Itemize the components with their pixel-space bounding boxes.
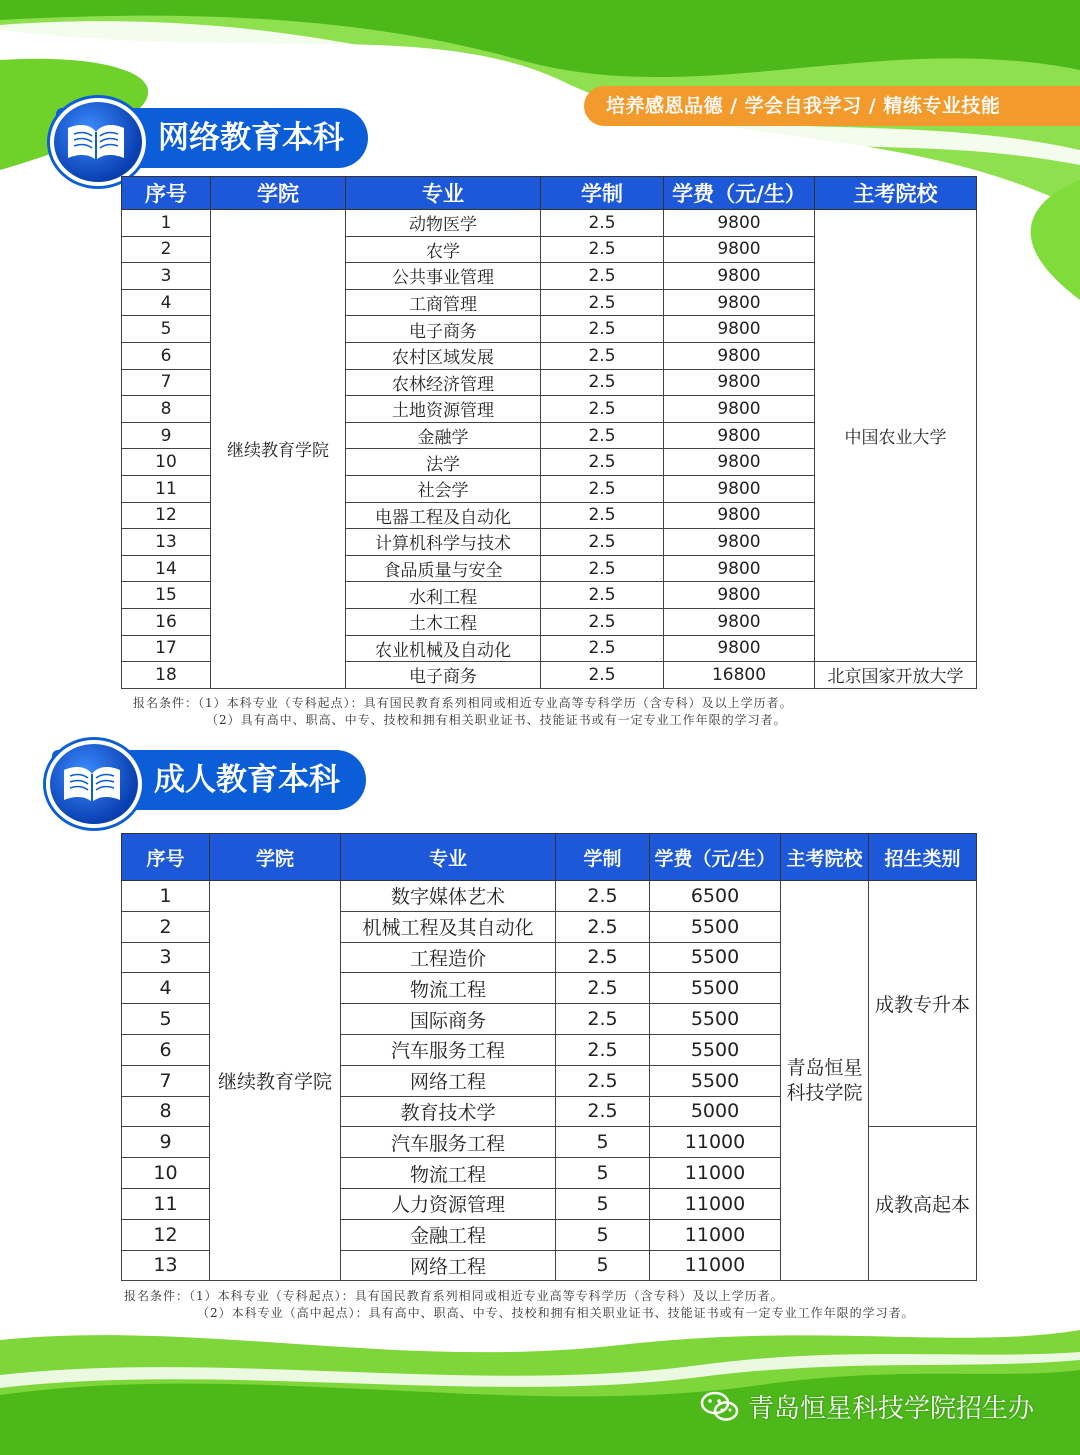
table-row	[122, 881, 977, 912]
header-school: 主考院校	[815, 177, 977, 210]
cell-years: 2.5	[541, 475, 664, 502]
cell-fee: 9800	[664, 396, 815, 423]
header-years: 学制	[541, 177, 664, 210]
cell-major: 汽车服务工程	[341, 1127, 556, 1158]
cell-major: 国际商务	[341, 1004, 556, 1035]
cell-major: 电子商务	[346, 662, 541, 689]
cell-no: 9	[122, 1127, 210, 1158]
cell-fee: 11000	[650, 1250, 781, 1281]
note-line: （2）本科专业（高中起点）：具有高中、职高、中专、技校和拥有相关职业证书、技能证书或有一定专业工作年限的学习者。	[197, 1306, 915, 1320]
cell-major: 电子商务	[346, 316, 541, 343]
cell-fee: 9800	[664, 555, 815, 582]
cell-fee: 9800	[664, 422, 815, 449]
cell-major: 食品质量与安全	[346, 555, 541, 582]
cell-category-upgrade: 成教专升本	[869, 881, 977, 1127]
adult-education-table	[121, 833, 977, 1281]
header-fee: 学费（元/生）	[650, 834, 781, 881]
cell-fee: 5500	[650, 1065, 781, 1096]
watermark-text: 青岛恒星科技学院招生办	[748, 1394, 1035, 1424]
note-line: 报名条件：（1）本科专业（专科起点）：具有国民教育系列相同或相近专业高等专科学历（含专科）及以上学历者。	[133, 696, 793, 710]
cell-no: 5	[122, 1004, 210, 1035]
cell-years: 2.5	[556, 942, 650, 973]
cell-no: 16	[122, 608, 211, 635]
slogan-bar: 培养感恩品德 / 学会自我学习 / 精练专业技能	[584, 86, 1080, 126]
cell-major: 计算机科学与技术	[346, 529, 541, 556]
header-school: 主考院校	[781, 834, 869, 881]
wechat-icon	[700, 1390, 740, 1424]
section-title-adult: 成人教育本科	[154, 762, 340, 798]
cell-years: 2.5	[541, 369, 664, 396]
online-education-table	[121, 176, 977, 689]
header-college: 学院	[211, 177, 346, 210]
cell-years: 2.5	[541, 342, 664, 369]
cell-no: 12	[122, 502, 211, 529]
cell-no: 4	[122, 289, 211, 316]
cell-years: 5	[556, 1127, 650, 1158]
header-major: 专业	[346, 177, 541, 210]
cell-no: 12	[122, 1219, 210, 1250]
cell-fee: 9800	[664, 582, 815, 609]
header-college: 学院	[210, 834, 341, 881]
header-no: 序号	[122, 177, 211, 210]
cell-no: 9	[122, 422, 211, 449]
cell-no: 10	[122, 1158, 210, 1189]
cell-years: 2.5	[541, 502, 664, 529]
open-book-icon	[46, 740, 142, 828]
cell-fee: 9800	[664, 263, 815, 290]
cell-major: 数字媒体艺术	[341, 881, 556, 912]
cell-major: 土木工程	[346, 608, 541, 635]
cell-no: 3	[122, 942, 210, 973]
cell-no: 13	[122, 1250, 210, 1281]
cell-years: 2.5	[556, 1034, 650, 1065]
cell-major: 公共事业管理	[346, 263, 541, 290]
header-major: 专业	[341, 834, 556, 881]
table-header-row	[122, 834, 977, 881]
cell-major: 汽车服务工程	[341, 1034, 556, 1065]
cell-no: 7	[122, 369, 211, 396]
cell-no: 15	[122, 582, 211, 609]
cell-major: 工商管理	[346, 289, 541, 316]
cell-fee: 9800	[664, 608, 815, 635]
section-banner-online	[56, 108, 368, 168]
cell-years: 2.5	[541, 263, 664, 290]
cell-no: 8	[122, 1096, 210, 1127]
table-header-row	[122, 177, 977, 210]
header-no: 序号	[122, 834, 210, 881]
cell-major: 社会学	[346, 475, 541, 502]
cell-years: 2.5	[541, 422, 664, 449]
cell-fee: 9800	[664, 316, 815, 343]
cell-years: 5	[556, 1219, 650, 1250]
header-category: 招生类别	[869, 834, 977, 881]
cell-major: 电器工程及自动化	[346, 502, 541, 529]
cell-major: 人力资源管理	[341, 1188, 556, 1219]
cell-no: 6	[122, 342, 211, 369]
cell-fee: 9800	[664, 529, 815, 556]
cell-major: 物流工程	[341, 1158, 556, 1189]
cell-major: 农学	[346, 236, 541, 263]
cell-college: 继续教育学院	[211, 210, 346, 689]
cell-major: 动物医学	[346, 210, 541, 237]
cell-years: 2.5	[541, 608, 664, 635]
cell-years: 2.5	[541, 529, 664, 556]
cell-major: 物流工程	[341, 973, 556, 1004]
cell-fee: 5500	[650, 942, 781, 973]
cell-fee: 16800	[664, 662, 815, 689]
cell-category-highschool: 成教高起本	[869, 1127, 977, 1281]
cell-years: 2.5	[556, 1096, 650, 1127]
cell-major: 法学	[346, 449, 541, 476]
cell-major: 金融工程	[341, 1219, 556, 1250]
cell-years: 2.5	[541, 316, 664, 343]
cell-fee: 9800	[664, 236, 815, 263]
cell-major: 金融学	[346, 422, 541, 449]
note-line: 报名条件：（1）本科专业（专科起点）：具有国民教育系列相同或相近专业高等专科学历（含专科）及以上学历者。	[124, 1289, 784, 1303]
cell-years: 2.5	[541, 396, 664, 423]
cell-no: 18	[122, 662, 211, 689]
cell-fee: 6500	[650, 881, 781, 912]
cell-no: 2	[122, 911, 210, 942]
cell-major: 网络工程	[341, 1250, 556, 1281]
cell-fee: 9800	[664, 635, 815, 662]
cell-no: 5	[122, 316, 211, 343]
cell-years: 2.5	[541, 236, 664, 263]
note-line: （2）具有高中、职高、中专、技校和拥有相关职业证书、技能证书或有一定专业工作年限的学习者。	[206, 713, 787, 727]
cell-years: 2.5	[556, 973, 650, 1004]
cell-years: 2.5	[541, 555, 664, 582]
cell-years: 2.5	[541, 635, 664, 662]
cell-fee: 5000	[650, 1096, 781, 1127]
cell-major: 农业机械及自动化	[346, 635, 541, 662]
header-years: 学制	[556, 834, 650, 881]
cell-college: 继续教育学院	[210, 881, 341, 1281]
cell-fee: 11000	[650, 1127, 781, 1158]
cell-fee: 11000	[650, 1158, 781, 1189]
cell-years: 5	[556, 1250, 650, 1281]
cell-major: 机械工程及其自动化	[341, 911, 556, 942]
cell-years: 2.5	[541, 449, 664, 476]
section-title-online: 网络教育本科	[158, 120, 344, 156]
cell-fee: 5500	[650, 1034, 781, 1065]
cell-years: 2.5	[556, 881, 650, 912]
cell-fee: 9800	[664, 210, 815, 237]
requirements-note-adult	[124, 1288, 915, 1322]
cell-fee: 11000	[650, 1188, 781, 1219]
wechat-watermark	[700, 1388, 1034, 1425]
cell-years: 2.5	[541, 210, 664, 237]
cell-fee: 11000	[650, 1219, 781, 1250]
cell-no: 1	[122, 210, 211, 237]
cell-no: 7	[122, 1065, 210, 1096]
cell-years: 2.5	[541, 662, 664, 689]
cell-fee: 9800	[664, 369, 815, 396]
cell-fee: 5500	[650, 911, 781, 942]
cell-no: 6	[122, 1034, 210, 1065]
cell-major: 教育技术学	[341, 1096, 556, 1127]
cell-no: 8	[122, 396, 211, 423]
cell-major: 网络工程	[341, 1065, 556, 1096]
requirements-note-online	[133, 695, 793, 729]
cell-fee: 9800	[664, 475, 815, 502]
cell-major: 农林经济管理	[346, 369, 541, 396]
cell-no: 2	[122, 236, 211, 263]
header-fee: 学费（元/生）	[664, 177, 815, 210]
cell-fee: 5500	[650, 973, 781, 1004]
cell-no: 4	[122, 973, 210, 1004]
section-banner-adult	[52, 750, 366, 810]
cell-years: 2.5	[556, 1004, 650, 1035]
open-book-icon	[50, 98, 146, 186]
cell-fee: 9800	[664, 449, 815, 476]
cell-no: 11	[122, 1188, 210, 1219]
cell-major: 土地资源管理	[346, 396, 541, 423]
cell-major: 水利工程	[346, 582, 541, 609]
table-row	[122, 210, 977, 237]
cell-no: 13	[122, 529, 211, 556]
cell-no: 11	[122, 475, 211, 502]
cell-no: 10	[122, 449, 211, 476]
cell-years: 5	[556, 1188, 650, 1219]
cell-fee: 9800	[664, 342, 815, 369]
cell-years: 5	[556, 1158, 650, 1189]
cell-fee: 9800	[664, 289, 815, 316]
cell-no: 14	[122, 555, 211, 582]
cell-fee: 5500	[650, 1004, 781, 1035]
cell-no: 1	[122, 881, 210, 912]
cell-no: 17	[122, 635, 211, 662]
cell-major: 农村区域发展	[346, 342, 541, 369]
cell-years: 2.5	[556, 911, 650, 942]
cell-years: 2.5	[556, 1065, 650, 1096]
cell-years: 2.5	[541, 289, 664, 316]
cell-no: 3	[122, 263, 211, 290]
cell-school: 青岛恒星 科技学院	[781, 881, 869, 1281]
cell-years: 2.5	[541, 582, 664, 609]
cell-school-main: 中国农业大学	[815, 210, 977, 662]
cell-major: 工程造价	[341, 942, 556, 973]
cell-school-last: 北京国家开放大学	[815, 662, 977, 689]
cell-fee: 9800	[664, 502, 815, 529]
